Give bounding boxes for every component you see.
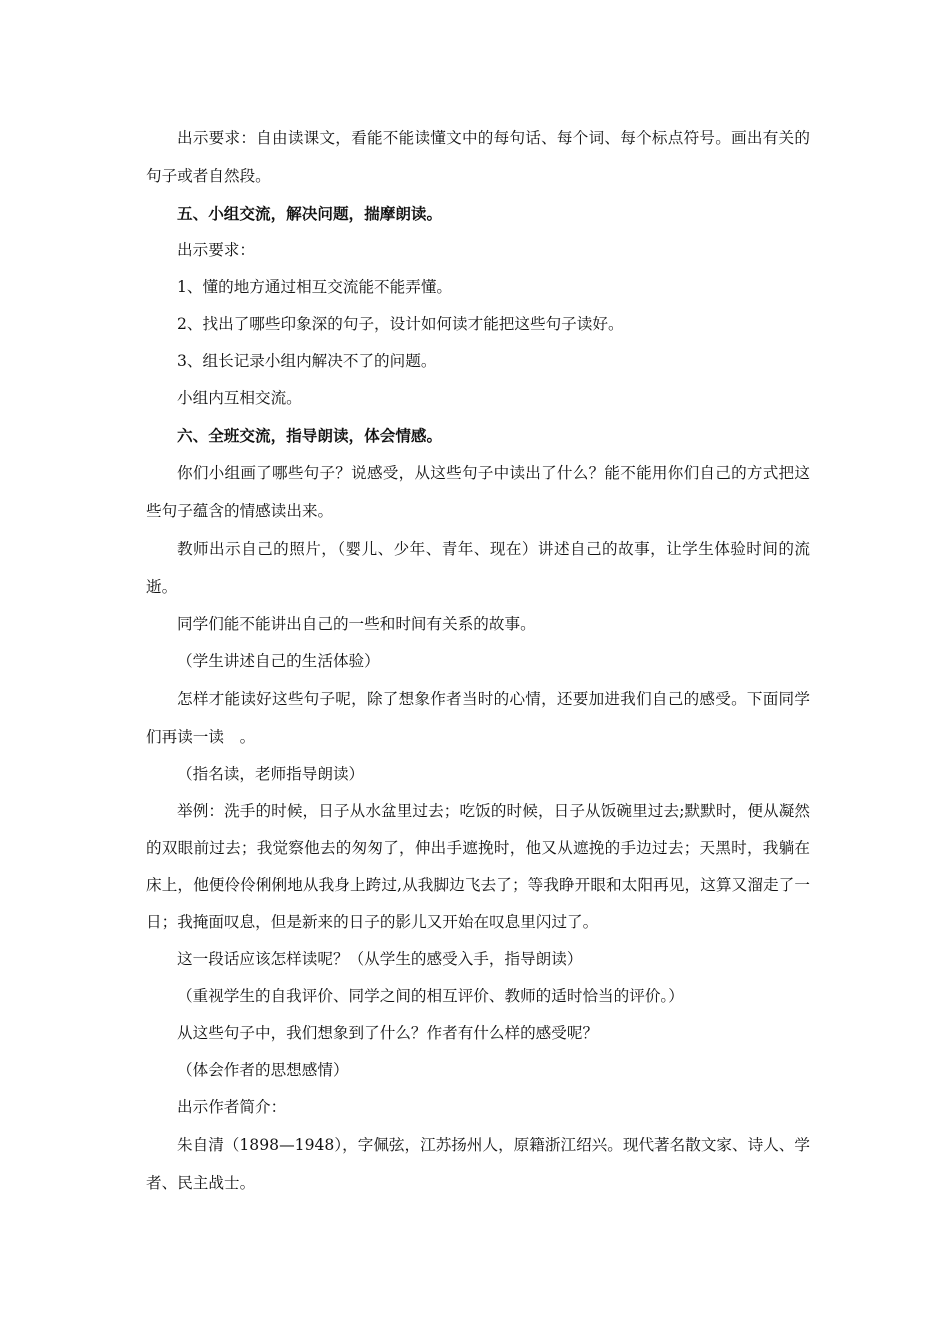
list-item-1: 1、懂的地方通过相互交流能不能弄懂。 bbox=[177, 278, 453, 296]
heading-section-five: 五、小组交流，解决问题，揣摩朗读。 bbox=[177, 204, 443, 223]
paragraph-show-requirement: 出示要求： bbox=[177, 241, 255, 259]
list-item-2: 2、找出了哪些印象深的句子，设计如何读才能把这些句子读好。 bbox=[177, 315, 624, 333]
paragraph-student-experience: （学生讲述自己的生活体验） bbox=[177, 652, 380, 670]
paragraph-group-exchange: 小组内互相交流。 bbox=[177, 389, 302, 407]
paragraph-reading-requirement: 出示要求：自由读课文，看能不能读懂文中的每句话、每个词、每个标点符号。画出有关的句子或者自然段。 bbox=[146, 129, 810, 185]
paragraph-example-quote: 举例：洗手的时候，日子从水盆里过去；吃饭的时候，日子从饭碗里过去;默默时，便从凝然的双眼前过去；我觉察他去的匆匆了，伸出手遮挽时，他又从遮挽的手边过去；天黑时，我躺在床上，他便伶伶俐俐地从我身上跨过,从我脚边飞去了；等我睁开眼和太阳再见，这算又溜走了一日；我掩面叹息，但是新来的日子的影儿又开始在叹息里闪过了。 bbox=[146, 802, 810, 931]
list-item-3: 3、组长记录小组内解决不了的问题。 bbox=[177, 352, 437, 370]
paragraph-author-intro-label: 出示作者简介： bbox=[177, 1098, 287, 1116]
paragraph-how-to-read: 这一段话应该怎样读呢？（从学生的感受入手，指导朗读） bbox=[177, 950, 583, 968]
heading-section-six: 六、全班交流，指导朗读，体会情感。 bbox=[177, 426, 443, 445]
paragraph-read-well: 怎样才能读好这些句子呢，除了想象作者当时的心情，还要加进我们自己的感受。下面同学们再读一读 。 bbox=[146, 690, 810, 746]
paragraph-author-bio: 朱自清（1898—1948），字佩弦，江苏扬州人，原籍浙江绍兴。现代著名散文家、诗人、学者、民主战士。 bbox=[146, 1136, 810, 1192]
document-body bbox=[146, 119, 810, 1202]
paragraph-feelings: （体会作者的思想感情） bbox=[177, 1061, 349, 1079]
paragraph-group-sentences: 你们小组画了哪些句子？说感受，从这些句子中读出了什么？能不能用你们自己的方式把这些句子蕴含的情感读出来。 bbox=[146, 464, 810, 520]
paragraph-student-stories: 同学们能不能讲出自己的一些和时间有关系的故事。 bbox=[177, 615, 536, 633]
paragraph-named-reading: （指名读，老师指导朗读） bbox=[177, 765, 365, 783]
paragraph-evaluation: （重视学生的自我评价、同学之间的相互评价、教师的适时恰当的评价。） bbox=[177, 987, 684, 1005]
paragraph-imagine: 从这些句子中，我们想象到了什么？作者有什么样的感受呢？ bbox=[177, 1024, 599, 1042]
paragraph-teacher-photos: 教师出示自己的照片，（婴儿、少年、青年、现在）讲述自己的故事，让学生体验时间的流逝。 bbox=[146, 540, 810, 596]
